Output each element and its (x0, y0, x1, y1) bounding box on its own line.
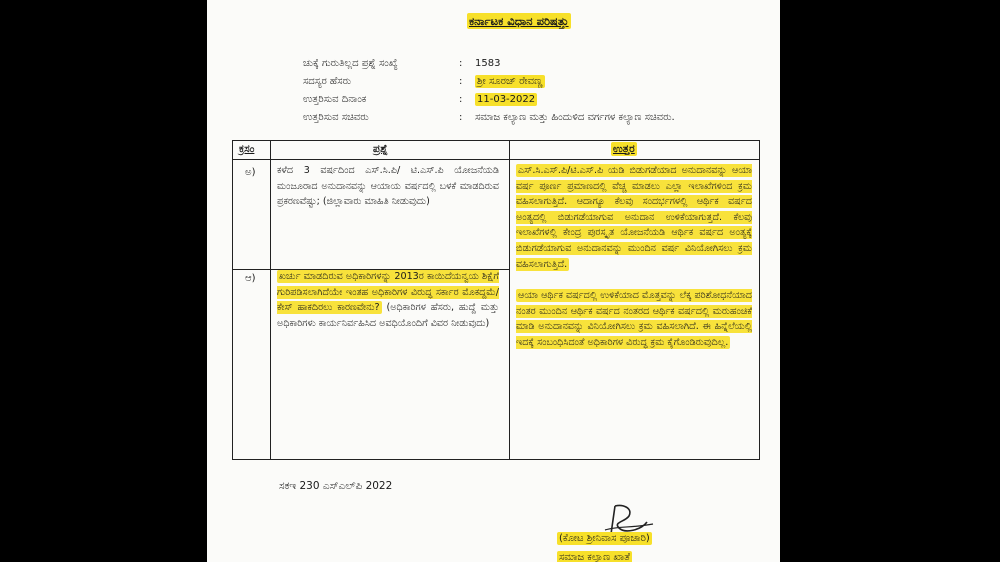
meta-colon: : (459, 76, 463, 87)
meta-value (475, 73, 733, 91)
reference-number: ಸಕಇ 230 ಎಸ್‌ಎಲ್‌ಪಿ 2022 (279, 480, 393, 492)
meta-row-member-name (303, 73, 733, 91)
answer-text (516, 163, 752, 367)
meta-row-question-number (303, 55, 733, 73)
row-serial: ಆ) (245, 273, 256, 284)
header-divider (233, 159, 759, 160)
meta-value (475, 91, 733, 109)
signatory-name (557, 533, 652, 544)
meta-colon: : (459, 94, 463, 105)
meta-label: ಸದಸ್ಯರ ಹೆಸರು (303, 76, 352, 87)
meta-colon: : (459, 112, 463, 123)
meta-label: ಚುಕ್ಕೆ ಗುರುತಿಲ್ಲದ ಪ್ರಶ್ನೆ ಸಂಖ್ಯೆ (303, 58, 398, 69)
question-metadata (303, 55, 733, 139)
meta-colon: : (459, 58, 463, 69)
meta-value: ಸಮಾಜ ಕಲ್ಯಾಣ ಮತ್ತು ಹಿಂದುಳಿದ ವರ್ಗಗಳ ಕಲ್ಯಾಣ ಸಚಿವರು. (475, 112, 675, 123)
question-text: ಕಳೆದ 3 ವರ್ಷದಿಂದ ಎಸ್.ಸಿ.ಪಿ/ ಟಿ.ಎಸ್.ಪಿ ಯೋಜನೆಯಡಿ ಮಂಜೂರಾದ ಅನುದಾನವನ್ನು ಆಯಾಯ ವರ್ಷದಲ್ಲಿ ಬಳಕೆ ಮಾಡದಿರುವ ಪ್ರಕರಣವೆಷ್ಟು; (ಜಿಲ್ಲಾವಾರು ಮಾಹಿತಿ ನೀಡುವುದು) (277, 165, 499, 208)
meta-label: ಉತ್ತರಿಸುವ ಸಚಿವರು (303, 112, 369, 123)
column-divider (270, 141, 271, 459)
question-answer-table (232, 140, 760, 460)
document-title (467, 14, 571, 29)
meta-label: ಉತ್ತರಿಸುವ ದಿನಾಂಕ (303, 94, 367, 105)
title-text: ಕರ್ನಾಟಕ ವಿಧಾನ ಪರಿಷತ್ತು (469, 14, 569, 28)
question-note: (ಅಧಿಕಾರಿಗಳ ಹೆಸರು, ಹುದ್ದೆ ಮತ್ತು ಅಧಿಕಾರಿಗಳು ಕಾರ್ಯನಿರ್ವಹಿಸಿದ ಅವಧಿಯೊಂದಿಗೆ ವಿವರ ನೀಡುವುದು) (277, 302, 499, 329)
header-answer (611, 143, 637, 156)
document-page (207, 0, 780, 562)
answer-paragraph (516, 288, 752, 350)
header-serial: ಕ್ರಸಂ (239, 143, 255, 155)
answer-header-text: ಉತ್ತರ (613, 143, 635, 155)
column-divider (509, 141, 510, 459)
signatory-name-text: (ಕೋಟ ಶ್ರೀನಿವಾಸ ಪೂಜಾರಿ) (559, 533, 650, 544)
answer-paragraph-2: ಆಯಾ ಆರ್ಥಿಕ ವರ್ಷದಲ್ಲಿ ಉಳಿಕೆಯಾದ ಮೊತ್ತವನ್ನು ಲೆಕ್ಕ ಪರಿಶೋಧನೆಯಾದ ನಂತರ ಮುಂದಿನ ಆರ್ಥಿಕ ವರ್ಷದ ನಂತರದ ಆರ್ಥಿಕ ವರ್ಷದಲ್ಲಿ ಮರುಹಂಚಿಕೆ ಮಾಡಿ ಅನುದಾನವನ್ನು ವಿನಿಯೋಗಿಸಲು ಕ್ರಮ ವಹಿಸಲಾಗಿದೆ. ಈ ಹಿನ್ನೆಲೆಯಲ್ಲಿ ಇದಕ್ಕೆ ಸಂಬಂಧಿಸಿದಂತೆ ಅಧಿಕಾರಿಗಳ ವಿರುದ್ಧ ಕ್ರಮ ಕೈಗೊಂಡಿರುವುದಿಲ್ಲ. (516, 290, 752, 348)
meta-value: 1583 (475, 58, 501, 69)
meta-row-minister (303, 109, 733, 139)
member-name: ಶ್ರೀ ಸೂರಜ್ ರೇವಣ್ಣ (477, 76, 543, 87)
answer-date: 11-03-2022 (477, 94, 536, 105)
question-text (277, 269, 499, 331)
question-highlighted-text: ಖರ್ಚು ಮಾಡದಿರುವ ಅಧಿಕಾರಿಗಳನ್ನು 2013ರ ಕಾಯಿದೆಯನ್ವಯ ಶಿಕ್ಷೆಗೆ ಗುರಿಪಡಿಸಲಾಗಿದೆಯೇ ಇಂತಹ ಅಧಿಕಾರಿಗಳ ವಿರುದ್ಧ ಸರ್ಕಾರ ಮೊಕದ್ದಮೆ/ಕೇಸ್ ಹಾಕದಿರಲು ಕಾರಣವೇನು? (277, 271, 499, 314)
row-serial: ಅ) (245, 167, 256, 178)
signatory-department-text: ಸಮಾಜ ಕಲ್ಯಾಣ ಖಾತೆ (559, 552, 630, 562)
header-question: ಪ್ರಶ್ನೆ (373, 143, 388, 155)
meta-row-answer-date (303, 91, 733, 109)
answer-paragraph (516, 163, 752, 272)
signatory-department (557, 552, 632, 562)
answer-paragraph-1: ಎಸ್.ಸಿ.ಎಸ್.ಪಿ/ಟಿ.ಎಸ್.ಪಿ ಯಡಿ ಬಿಡುಗಡೆಯಾದ ಅನುದಾನವನ್ನು ಆಯಾ ವರ್ಷ ಪೂರ್ಣ ಪ್ರಮಾಣದಲ್ಲಿ ವೆಚ್ಚ ಮಾಡಲು ಎಲ್ಲಾ ಇಲಾಖೆಗಳಿಂದ ಕ್ರಮ ವಹಿಸಲಾಗುತ್ತಿದೆ. ಆದಾಗ್ಯೂ ಕೆಲವು ಸಂದರ್ಭಗಳಲ್ಲಿ ಆರ್ಥಿಕ ವರ್ಷದ ಅಂತ್ಯದಲ್ಲಿ ಬಿಡುಗಡೆಯಾಗುವ ಅನುದಾನ ಉಳಿಕೆಯಾಗುತ್ತದೆ. ಕೆಲವು ಇಲಾಖೆಗಳಲ್ಲಿ ಕೇಂದ್ರ ಪುರಸ್ಕೃತ ಯೋಜನೆಯಡಿ ಆರ್ಥಿಕ ವರ್ಷದ ಅಂತ್ಯಕ್ಕೆ ಬಿಡುಗಡೆಯಾಗುವ ಅನುದಾನವನ್ನು ಮುಂದಿನ ವರ್ಷ ವಿನಿಯೋಗಿಸಲು ಕ್ರಮ ವಹಿಸಲಾಗುತ್ತಿದೆ. (516, 165, 752, 270)
